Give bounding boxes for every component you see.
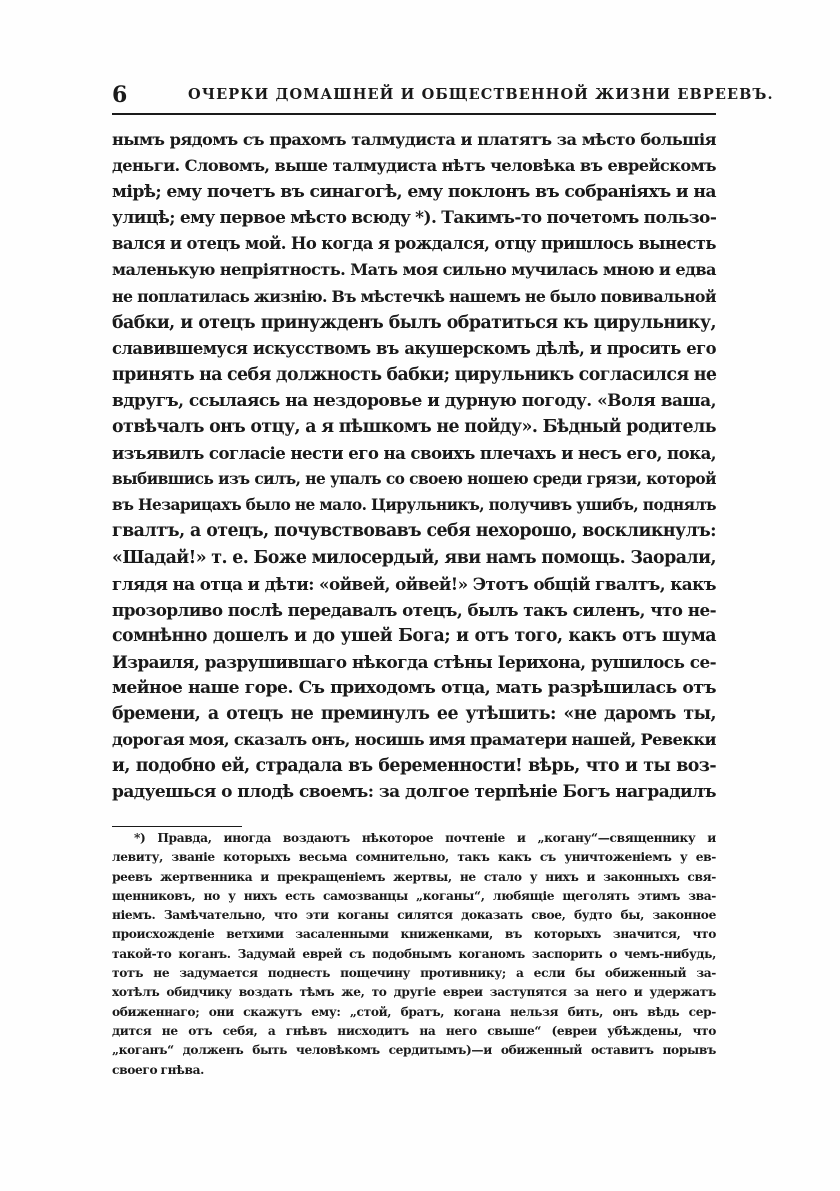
footnote-line: хотѣлъ обидчику воздать тѣмъ же, то другіе евреи заступятся за него и удержатъ [112,985,716,1000]
text-line: вался и отецъ мой. Но когда я рождался, отцу пришлось вынесть [112,234,716,254]
footnote-line: обиженнаго; они скажутъ ему: „стой, братъ, когана нельзя бить, онъ вѣдь сер- [112,1004,716,1019]
text-line: глядя на отца и дѣти: «ойвей, ойвей!» Этотъ общій гвалтъ, какъ [112,573,716,594]
text-line: «Шадай!» т. е. Боже милосердый, яви намъ помощь. Заорали, [112,547,716,568]
text-line: мейное наше горе. Съ приходомъ отца, мать разрѣшилась отъ [112,677,716,698]
text-line: отвѣчалъ онъ отцу, а я пѣшкомъ не пойду». Бѣдный родитель [112,417,716,438]
text-line: улицѣ; ему первое мѣсто всюду *). Такимъ-то почетомъ пользо- [112,208,717,229]
text-line: выбившись изъ силъ, не упалъ со своею ношею среди грязи, которой [112,470,716,489]
text-line: не поплатилась жизнію. Въ мѣстечкѣ нашемъ не было повивальной [112,286,716,306]
footnote-line: „коганъ“ долженъ быть человѣкомъ сердитымъ)—и обиженный оставитъ порывъ [112,1043,716,1058]
page-number: 6 [112,82,128,108]
text-line: вдругъ, ссылаясь на нездоровье и дурную погоду. «Воля ваша, [112,390,716,411]
text-line: принять на себя должность бабки; цирульникъ согласился не [112,364,717,385]
footnote-line: *) Правда, иногда воздаютъ нѣкоторое почтеніе и „когану“—священнику и [134,831,716,845]
text-line: и, подобно ей, страдала въ беременности! вѣрь, что и ты воз- [112,756,716,777]
footnote-line: щенниковъ, но у нихъ есть самозванцы „коганы“, любящіе щеголять этимъ зва- [112,888,716,903]
footnote-line: реевъ жертвенника и прекращеніемъ жертвы, не стало у нихъ и законныхъ свя- [112,869,716,884]
text-line: бремени, а отецъ не преминулъ ее утѣшить: «не даромъ ты, [112,704,716,725]
footnote-line: дится не отъ себя, а гнѣвъ нисходитъ на него свыше“ (евреи убѣждены, что [112,1023,716,1038]
text-line: радуешься о плодѣ своемъ: за долгое терпѣніе Богъ наградилъ [112,782,716,803]
footnote-line: своего гнѣва. [112,1062,205,1077]
text-line: Израиля, разрушившаго нѣкогда стѣны Іерихона, рушилось се- [112,651,716,672]
header-rule [112,113,716,115]
text-line: мірѣ; ему почетъ въ синагогѣ, ему поклонъ въ собраніяхъ и на [112,182,716,203]
running-title: ОЧЕРКИ ДОМАШНЕЙ И ОБЩЕСТВЕННОЙ ЖИЗНИ ЕВРЕЕВЪ. [188,86,774,103]
main-text [112,127,716,805]
text-line: въ Незарицахъ было не мало. Цирульникъ, получивъ ушибъ, поднялъ [112,496,716,515]
text-line: нымъ рядомъ съ прахомъ талмудиста и платятъ за мѣсто большія [112,130,716,149]
footnote-line: такой-то коганъ. Задумай еврей съ подобнымъ коганомъ заспорить о чемъ-нибудь, [112,946,716,961]
footnote [112,829,716,1080]
text-line: прозорливо послѣ передавалъ отецъ, былъ такъ силенъ, что не- [112,599,716,620]
text-line: маленькую непріятность. Мать моя сильно мучилась мною и едва [112,260,716,280]
footnote-line: левиту, званіе которыхъ весьма сомнительно, такъ какъ съ уничтоженіемъ у ев- [112,850,716,865]
footnote-rule [112,826,242,827]
text-line: гвалтъ, а отецъ, почувствовавъ себя нехорошо, воскликнулъ: [112,521,716,542]
text-line: деньги. Словомъ, выше талмудиста нѣтъ человѣка въ еврейскомъ [112,156,716,176]
footnote-line: тотъ не задумается поднесть пощечину противнику; а если бы обиженный за- [112,966,716,981]
footnote-line: ніемъ. Замѣчательно, что эти коганы силятся доказать свое, будто бы, законное [112,908,716,923]
page-header [112,82,774,112]
text-line: славившемуся искусствомъ въ акушерскомъ дѣлѣ, и просить его [112,338,716,358]
text-line: бабки, и отецъ принужденъ былъ обратиться къ цирульнику, [112,312,716,333]
text-line: дорогая моя, сказалъ онъ, носишь имя праматери нашей, Ревекки [112,730,716,750]
footnote-line: происхожденіе ветхими засаленными книженками, въ которыхъ значится, что [112,927,716,942]
text-line: сомнѣнно дошелъ и до ушей Бога; и отъ того, какъ отъ шума [112,625,716,646]
text-line: изъявилъ согласіе нести его на своихъ плечахъ и несъ его, пока, [112,443,716,464]
